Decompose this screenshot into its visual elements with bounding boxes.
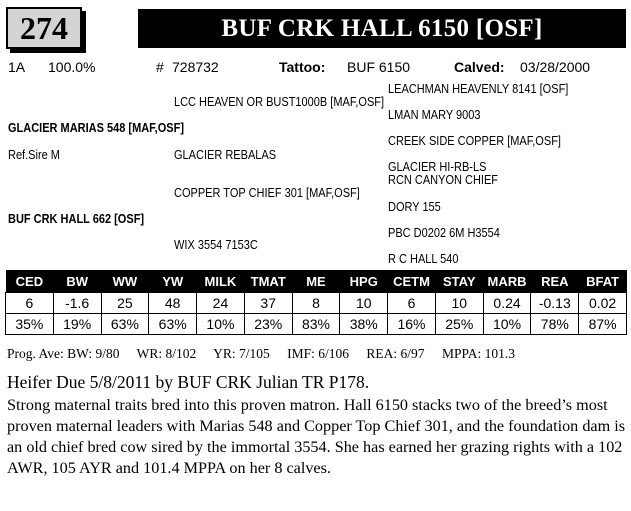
pedigree-dam-sire: COPPER TOP CHIEF 301 [MAF,OSF] bbox=[174, 186, 360, 200]
epd-header: BW bbox=[53, 270, 101, 293]
calved-value: 03/28/2000 bbox=[520, 59, 591, 75]
epd-header: YW bbox=[149, 270, 197, 293]
progeny-mppa: MPPA: 101.3 bbox=[441, 346, 515, 361]
epd-header: HPG bbox=[340, 270, 388, 293]
pedigree-ref-sire: Ref.Sire M bbox=[8, 148, 60, 162]
epd-value: -1.6 bbox=[53, 293, 101, 314]
epd-table bbox=[5, 270, 627, 335]
epd-value: 25 bbox=[101, 293, 149, 314]
epd-header: STAY bbox=[435, 270, 483, 293]
epd-value: 0.24 bbox=[483, 293, 531, 314]
epd-percentile: 25% bbox=[435, 314, 483, 335]
epd-percentile: 63% bbox=[101, 314, 149, 335]
calved-label: Calved: bbox=[454, 59, 505, 75]
pedigree-sire-dam: GLACIER REBALAS bbox=[174, 148, 277, 162]
reg-number: 728732 bbox=[172, 59, 219, 75]
epd-header: BFAT bbox=[579, 270, 627, 293]
epd-value: -0.13 bbox=[531, 293, 579, 314]
epd-header: MILK bbox=[197, 270, 245, 293]
lot-description: Strong maternal traits bred into this proven matron. Hall 6150 stacks two of the breed’s most proven maternal leaders with Marias 548 and Copper Top Chief 301, and the foundation dam is an old chief bred cow sired by the immortal 3554. She has earned her grazing rights with a 102 AWR, 105 AYR and 101.4 MPPA on her 8 calves. bbox=[7, 396, 626, 477]
info-code: 1A bbox=[8, 59, 26, 75]
epd-header: CED bbox=[6, 270, 54, 293]
pedigree-sds: CREEK SIDE COPPER [MAF,OSF] bbox=[388, 134, 561, 148]
epd-value: 37 bbox=[244, 293, 292, 314]
epd-percentile: 10% bbox=[197, 314, 245, 335]
epd-percentile: 78% bbox=[531, 314, 579, 335]
epd-percentile: 87% bbox=[579, 314, 627, 335]
epd-header: MARB bbox=[483, 270, 531, 293]
epd-value: 6 bbox=[6, 293, 54, 314]
tattoo-value: BUF 6150 bbox=[347, 59, 411, 75]
pedigree-dsd: DORY 155 bbox=[388, 200, 441, 214]
progeny-yr: YR: 7/105 bbox=[213, 346, 270, 361]
epd-percentile: 83% bbox=[292, 314, 340, 335]
epd-percentile: 16% bbox=[388, 314, 436, 335]
epd-value: 24 bbox=[197, 293, 245, 314]
epd-value: 48 bbox=[149, 293, 197, 314]
epd-percentile: 10% bbox=[483, 314, 531, 335]
pedigree-sire: GLACIER MARIAS 548 [MAF,OSF] bbox=[8, 121, 185, 135]
pedigree-sire-sire: LCC HEAVEN OR BUST1000B [MAF,OSF] bbox=[174, 95, 385, 109]
pedigree-dds: PBC D0202 6M H3554 bbox=[388, 226, 500, 240]
epd-header: TMAT bbox=[244, 270, 292, 293]
epd-header: ME bbox=[292, 270, 340, 293]
pedigree-dam-dam: WIX 3554 7153C bbox=[174, 238, 258, 252]
progeny-imf: IMF: 6/106 bbox=[287, 346, 350, 361]
progeny-rea: REA: 6/97 bbox=[366, 346, 425, 361]
progeny-bw: Prog. Ave: BW: 9/80 bbox=[7, 346, 120, 361]
epd-value: 10 bbox=[435, 293, 483, 314]
progeny-wr: WR: 8/102 bbox=[136, 346, 197, 361]
pedigree-ddd: R C HALL 540 bbox=[388, 252, 459, 266]
epd-value: 8 bbox=[292, 293, 340, 314]
epd-percentile: 63% bbox=[149, 314, 197, 335]
epd-percentile: 38% bbox=[340, 314, 388, 335]
epd-percentile: 19% bbox=[53, 314, 101, 335]
tattoo-label: Tattoo: bbox=[279, 59, 326, 75]
epd-value-row bbox=[6, 293, 627, 314]
epd-value: 0.02 bbox=[579, 293, 627, 314]
epd-value: 10 bbox=[340, 293, 388, 314]
epd-header-row bbox=[6, 270, 627, 293]
pedigree-dam: BUF CRK HALL 662 [OSF] bbox=[8, 212, 145, 226]
animal-title: BUF CRK HALL 6150 [OSF] bbox=[138, 9, 626, 48]
pedigree-sdd: GLACIER HI-RB-LS bbox=[388, 160, 487, 174]
epd-header: CETM bbox=[388, 270, 436, 293]
pedigree-ssd: LMAN MARY 9003 bbox=[388, 108, 481, 122]
epd-percentile-row bbox=[6, 314, 627, 335]
epd-value: 6 bbox=[388, 293, 436, 314]
heifer-due-line: Heifer Due 5/8/2011 by BUF CRK Julian TR P178. bbox=[7, 372, 370, 392]
epd-header: REA bbox=[531, 270, 579, 293]
pedigree-sss: LEACHMAN HEAVENLY 8141 [OSF] bbox=[388, 82, 569, 96]
reg-label: # bbox=[156, 59, 164, 75]
epd-header: WW bbox=[101, 270, 149, 293]
epd-percentile: 35% bbox=[6, 314, 54, 335]
info-percent: 100.0% bbox=[48, 59, 96, 75]
epd-percentile: 23% bbox=[244, 314, 292, 335]
lot-number: 274 bbox=[6, 7, 82, 49]
pedigree-dss: RCN CANYON CHIEF bbox=[388, 173, 499, 187]
progeny-summary bbox=[7, 346, 529, 362]
